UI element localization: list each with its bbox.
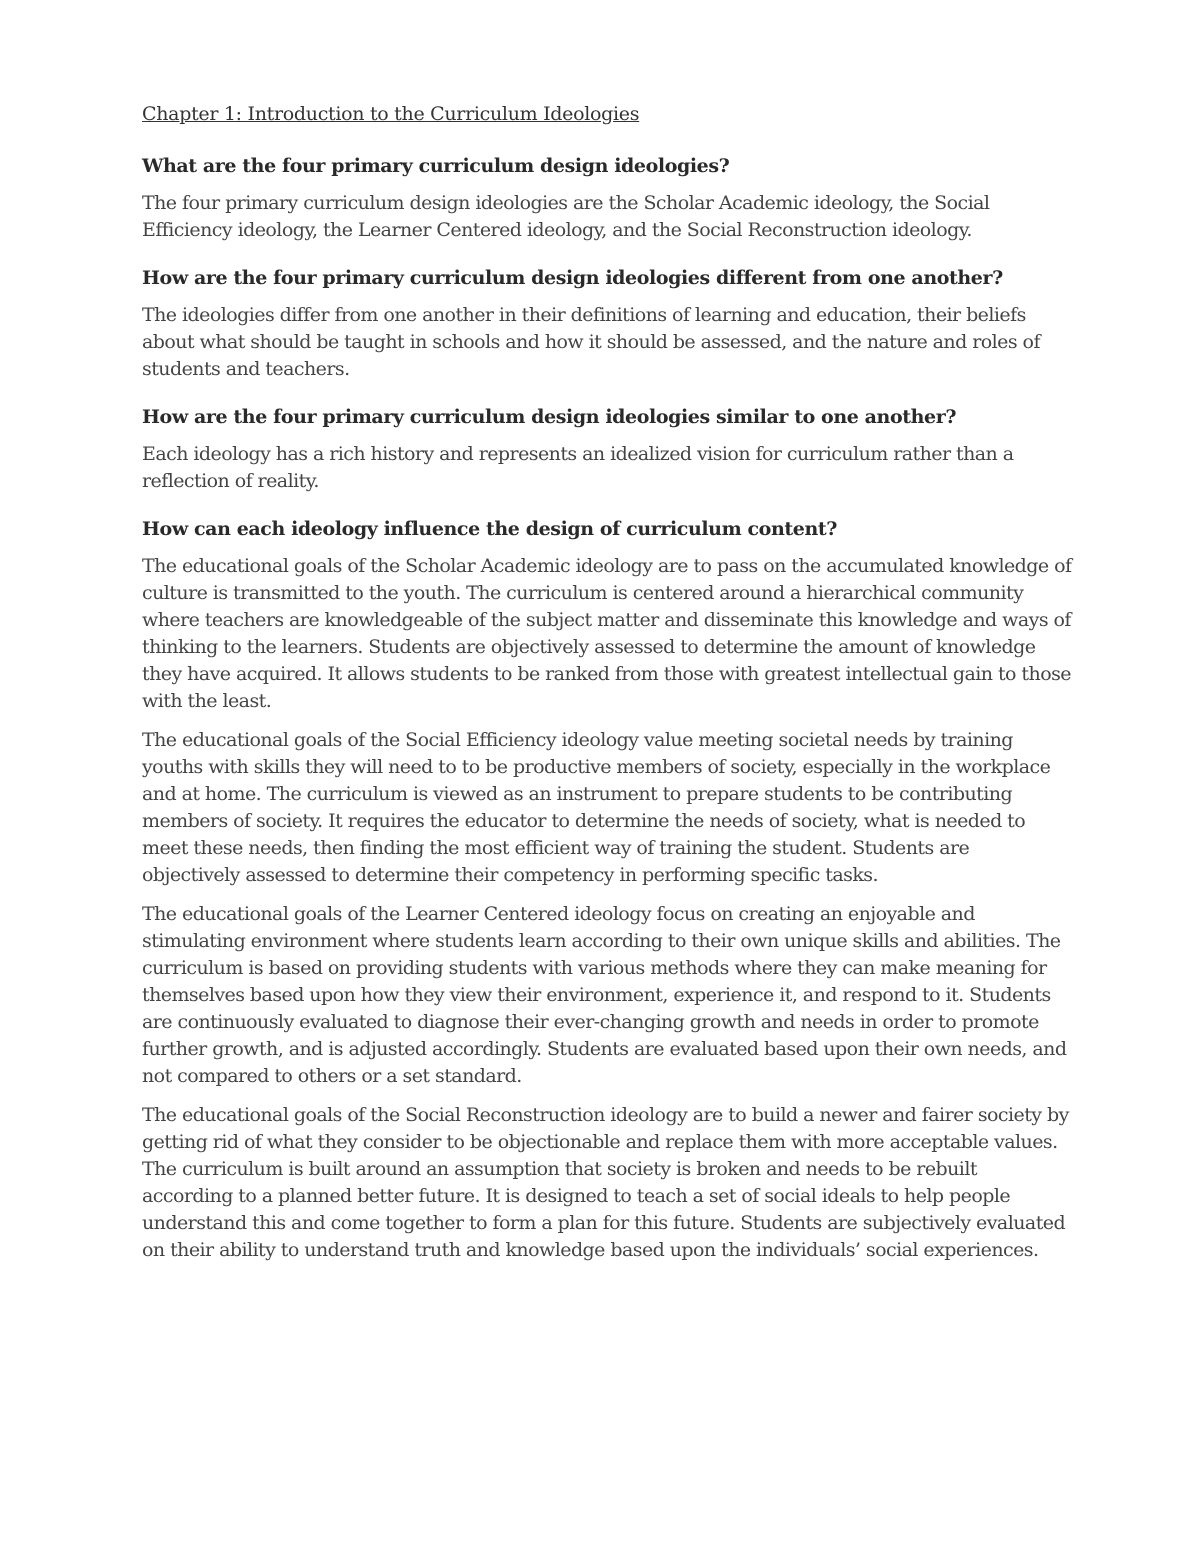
- section-4-paragraph-social-efficiency: The educational goals of the Social Efficiency ideology value meeting societal needs by training youths with skills they will need to to be productive members of society, especially in the workplace and at home. The curriculum is viewed as an instrument to prepare students to be contributing members of society. It requires the educator to determine the needs of society, what is needed to meet these needs, then finding the most efficient way of training the student. Students are objectively assessed to determine their competency in performing specific tasks.: [142, 729, 1051, 886]
- section-4-paragraph-social-reconstruction: The educational goals of the Social Reconstruction ideology are to build a newer and fairer society by getting rid of what they consider to be objectionable and replace them with more acceptable values. The curriculum is built around an assumption that society is broken and needs to be rebuilt according to a planned better future. It is designed to teach a set of social ideals to help people understand this and come together to form a plan for this future. Students are subjectively evaluated on their ability to understand truth and knowledge based upon the individuals’ social experiences.: [142, 1104, 1069, 1261]
- section-4-paragraph-learner-centered: The educational goals of the Learner Centered ideology focus on creating an enjoyable and stimulating environment where students learn according to their own unique skills and abilities. The curriculum is based on providing students with various methods where they can make meaning for themselves based upon how they view their environment, experience it, and respond to it. Students are continuously evaluated to diagnose their ever-changing growth and needs in order to promote further growth, and is adjusted accordingly. Students are evaluated based upon their own needs, and not compared to others or a set standard.: [142, 903, 1067, 1087]
- chapter-title: Chapter 1: Introduction to the Curriculum Ideologies: [142, 103, 640, 125]
- section-2-paragraph-1: The ideologies differ from one another in their definitions of learning and education, their beliefs about what should be taught in schools and how it should be assessed, and the nature and roles of students and teachers.: [142, 304, 1040, 380]
- section-4-question: How can each ideology influence the design of curriculum content?: [142, 518, 837, 540]
- section-2-question: How are the four primary curriculum design ideologies different from one another?: [142, 267, 1003, 289]
- section-1-paragraph-1: The four primary curriculum design ideologies are the Scholar Academic ideology, the Social Efficiency ideology, the Learner Centered ideology, and the Social Reconstruction ideology.: [142, 192, 990, 241]
- section-1-question: What are the four primary curriculum design ideologies?: [142, 155, 730, 177]
- section-4-paragraph-scholar-academic: The educational goals of the Scholar Academic ideology are to pass on the accumulated knowledge of culture is transmitted to the youth. The curriculum is centered around a hierarchical community where teachers are knowledgeable of the subject matter and disseminate this knowledge and ways of thinking to the learners. Students are objectively assessed to determine the amount of knowledge they have acquired. It allows students to be ranked from those with greatest intellectual gain to those with the least.: [142, 555, 1072, 712]
- section-3-paragraph-1: Each ideology has a rich history and represents an idealized vision for curriculum rather than a reflection of reality.: [142, 443, 1014, 492]
- document-page: [142, 100, 1072, 1276]
- section-3-question: How are the four primary curriculum design ideologies similar to one another?: [142, 406, 957, 428]
